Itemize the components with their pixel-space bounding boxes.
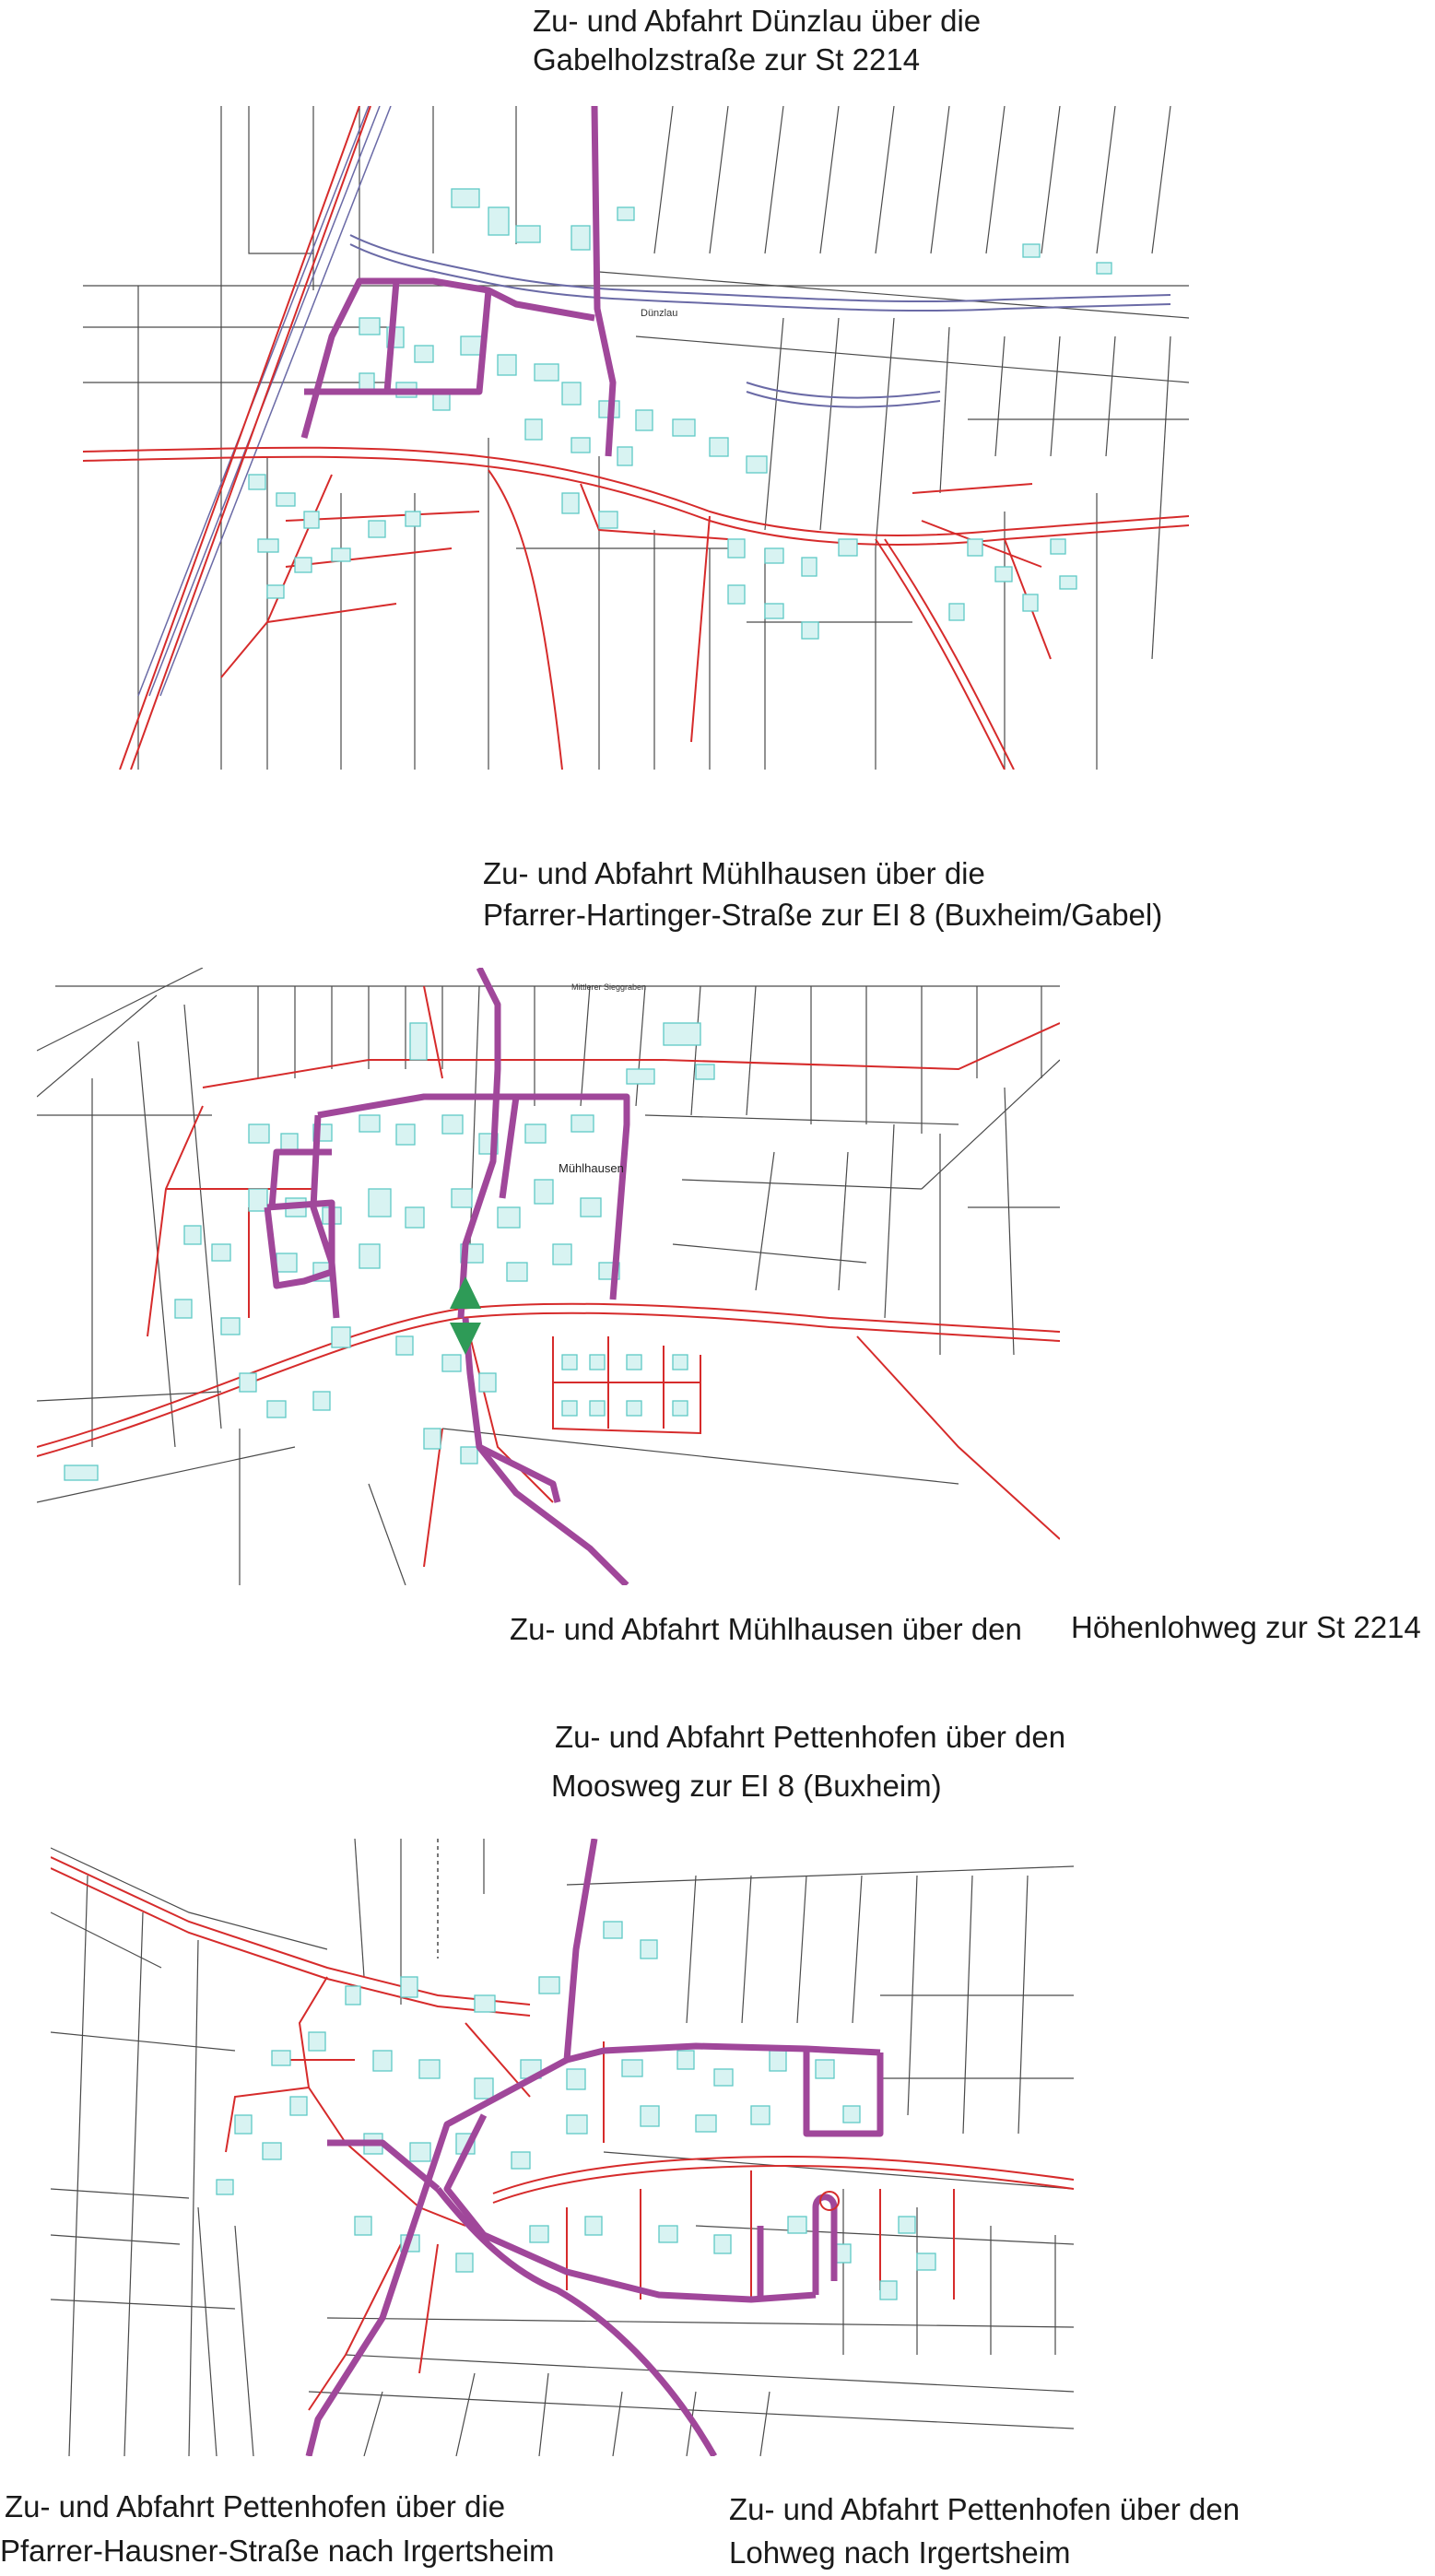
map2-village-label: Mühlhausen xyxy=(559,1161,624,1175)
map1-parcel-lines xyxy=(83,106,1189,770)
map3-caption-bottom-left-line2: Pfarrer-Hausner-Straße nach Irgertsheim xyxy=(0,2534,555,2568)
map1-caption-line1: Zu- und Abfahrt Dünzlau über die xyxy=(533,4,982,38)
map3-caption-bottom-left-line1: Zu- und Abfahrt Pettenhofen über die xyxy=(5,2489,506,2523)
map2-caption-line1: Zu- und Abfahrt Mühlhausen über die xyxy=(483,856,985,890)
map3-caption-bottom-right-line1: Zu- und Abfahrt Pettenhofen über den xyxy=(729,2492,1241,2526)
map2-caption-line2: Pfarrer-Hartinger-Straße zur EI 8 (Buxheim/Gabel) xyxy=(483,898,1163,932)
map-duenzlau xyxy=(83,106,1189,770)
map1-caption-line2: Gabelholzstraße zur St 2214 xyxy=(533,42,921,76)
map3-caption-line1: Zu- und Abfahrt Pettenhofen über den xyxy=(555,1720,1066,1754)
map3-caption-line2: Moosweg zur EI 8 (Buxheim) xyxy=(551,1769,942,1803)
map1-stream xyxy=(350,235,1170,407)
map2-road-label: Mittlerer Sieggraben xyxy=(571,982,647,992)
map3-caption-bottom-right-line2: Lohweg nach Irgertsheim xyxy=(729,2535,1071,2570)
map-pettenhofen xyxy=(51,1839,1074,2456)
map-muehlhausen xyxy=(37,968,1060,1585)
map2-caption-bottom-part2: Höhenlohweg zur St 2214 xyxy=(1071,1610,1421,1644)
map3-route xyxy=(309,1839,880,2456)
map3-parcel-lines xyxy=(51,1839,1074,2456)
map1-river-label: Dünzlau xyxy=(641,308,678,319)
map2-caption-bottom-part1: Zu- und Abfahrt Mühlhausen über den xyxy=(510,1612,1022,1646)
map3-streets xyxy=(51,1857,1074,2410)
